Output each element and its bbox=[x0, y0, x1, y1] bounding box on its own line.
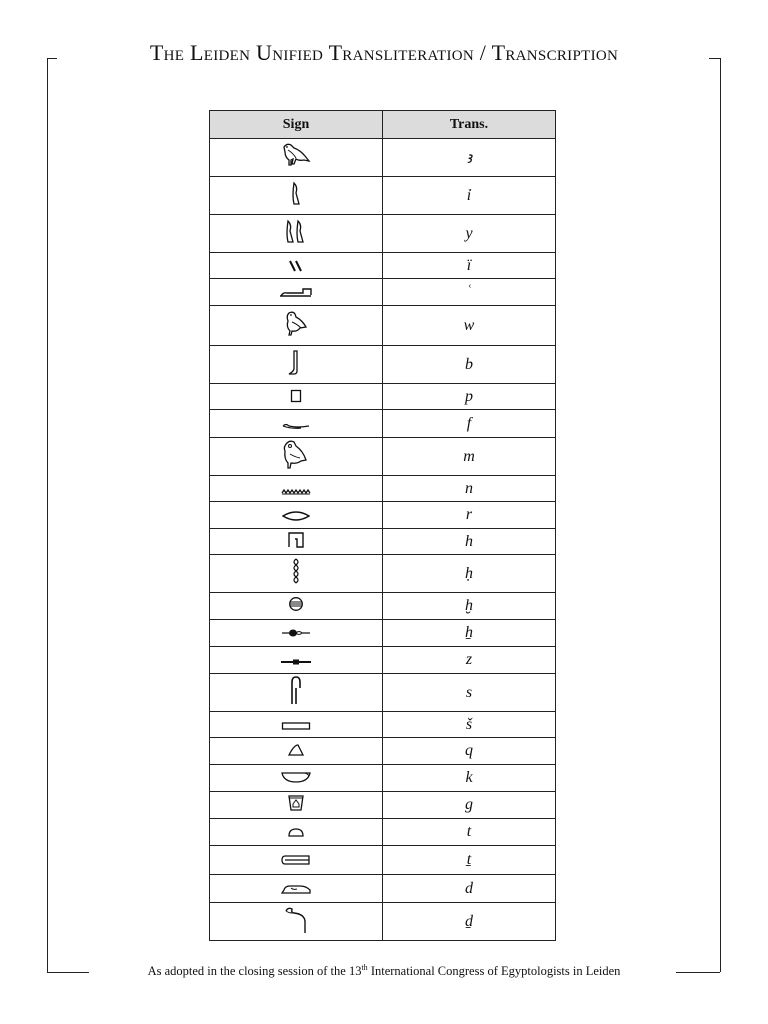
animal-belly-icon bbox=[281, 624, 311, 643]
transliteration-cell: y bbox=[383, 215, 556, 253]
water-ripple-icon bbox=[281, 480, 311, 499]
table-body bbox=[210, 139, 556, 941]
transliteration-cell: z bbox=[383, 647, 556, 674]
transliteration-cell: p bbox=[383, 384, 556, 410]
sign-cell bbox=[210, 306, 383, 346]
cobra-icon bbox=[283, 905, 309, 939]
page-title bbox=[0, 40, 768, 66]
transliteration-cell: ʿ bbox=[383, 279, 556, 306]
transliteration-table bbox=[209, 110, 556, 941]
transliteration-cell: ḥ bbox=[383, 555, 556, 593]
pool-icon bbox=[281, 716, 311, 735]
table-row bbox=[210, 875, 556, 903]
table-row bbox=[210, 819, 556, 846]
twisted-wick-icon bbox=[290, 558, 302, 590]
trans-column-header: Trans. bbox=[383, 111, 556, 139]
sign-cell bbox=[210, 529, 383, 555]
sign-cell bbox=[210, 502, 383, 529]
sign-cell bbox=[210, 792, 383, 819]
table-row bbox=[210, 215, 556, 253]
sign-cell bbox=[210, 215, 383, 253]
sign-cell bbox=[210, 765, 383, 792]
sign-cell bbox=[210, 279, 383, 306]
transliteration-cell: b bbox=[383, 346, 556, 384]
table-row bbox=[210, 476, 556, 502]
table-row bbox=[210, 177, 556, 215]
sign-cell bbox=[210, 846, 383, 875]
table-row bbox=[210, 346, 556, 384]
transliteration-cell: s bbox=[383, 674, 556, 712]
sign-column-header: Sign bbox=[210, 111, 383, 139]
sign-cell bbox=[210, 177, 383, 215]
hand-icon bbox=[281, 880, 311, 899]
transliteration-cell: f bbox=[383, 410, 556, 438]
sign-cell bbox=[210, 903, 383, 941]
hill-slope-icon bbox=[287, 742, 305, 761]
two-strokes-icon bbox=[288, 257, 304, 276]
table-row bbox=[210, 410, 556, 438]
quail-chick-icon bbox=[283, 310, 309, 342]
sign-cell bbox=[210, 875, 383, 903]
sign-cell bbox=[210, 593, 383, 620]
sign-cell bbox=[210, 819, 383, 846]
sign-cell bbox=[210, 647, 383, 674]
sign-cell bbox=[210, 555, 383, 593]
transliteration-cell: ï bbox=[383, 253, 556, 279]
sign-cell bbox=[210, 253, 383, 279]
horned-viper-icon bbox=[281, 415, 311, 434]
transliteration-cell: k bbox=[383, 765, 556, 792]
vulture-icon bbox=[280, 141, 312, 175]
footer-superscript: th bbox=[361, 963, 368, 972]
transliteration-cell: r bbox=[383, 502, 556, 529]
table-row bbox=[210, 903, 556, 941]
transliteration-cell: n bbox=[383, 476, 556, 502]
bread-loaf-icon bbox=[288, 823, 304, 842]
double-reed-icon bbox=[284, 219, 308, 249]
transliteration-cell: m bbox=[383, 438, 556, 476]
stool-icon bbox=[290, 388, 302, 407]
sign-cell bbox=[210, 476, 383, 502]
page-title-text: The Leiden Unified Transliteration / Transcription bbox=[142, 40, 626, 65]
sign-cell bbox=[210, 346, 383, 384]
table-header-row bbox=[210, 111, 556, 139]
basket-icon bbox=[281, 769, 311, 788]
table-row bbox=[210, 738, 556, 765]
door-bolt-icon bbox=[280, 651, 312, 670]
table-row bbox=[210, 253, 556, 279]
reed-leaf-icon bbox=[289, 181, 303, 211]
sign-cell bbox=[210, 620, 383, 647]
table-row bbox=[210, 502, 556, 529]
transliteration-cell: ḫ bbox=[383, 593, 556, 620]
sign-cell bbox=[210, 712, 383, 738]
table-row bbox=[210, 593, 556, 620]
table-row bbox=[210, 306, 556, 346]
table-row bbox=[210, 529, 556, 555]
owl-icon bbox=[282, 439, 310, 475]
footer-note bbox=[0, 963, 768, 979]
table-row bbox=[210, 765, 556, 792]
transliteration-cell: ẖ bbox=[383, 620, 556, 647]
transliteration-cell: g bbox=[383, 792, 556, 819]
placenta-icon bbox=[288, 596, 304, 616]
table-row bbox=[210, 846, 556, 875]
table-row bbox=[210, 712, 556, 738]
transliteration-cell: ḏ bbox=[383, 903, 556, 941]
table-row bbox=[210, 792, 556, 819]
transliteration-cell: ỉ bbox=[383, 177, 556, 215]
sign-cell bbox=[210, 438, 383, 476]
transliteration-cell: š bbox=[383, 712, 556, 738]
transliteration-cell: ṯ bbox=[383, 846, 556, 875]
tethering-rope-icon bbox=[281, 851, 311, 870]
footer-text: As adopted in the closing session of the 13 bbox=[147, 964, 362, 979]
forearm-icon bbox=[279, 283, 313, 302]
transliteration-cell: d bbox=[383, 875, 556, 903]
footer-text-end: International Congress of Egyptologists in Leiden bbox=[367, 964, 621, 979]
table-row bbox=[210, 620, 556, 647]
sign-cell bbox=[210, 674, 383, 712]
transliteration-cell: ꜣ bbox=[383, 139, 556, 177]
table-row bbox=[210, 438, 556, 476]
folded-cloth-icon bbox=[289, 676, 303, 710]
sign-cell bbox=[210, 410, 383, 438]
jar-stand-icon bbox=[287, 795, 305, 815]
foot-icon bbox=[287, 349, 305, 381]
sign-cell bbox=[210, 384, 383, 410]
table-row bbox=[210, 139, 556, 177]
table-row bbox=[210, 555, 556, 593]
transliteration-cell: h bbox=[383, 529, 556, 555]
sign-cell bbox=[210, 738, 383, 765]
sign-cell bbox=[210, 139, 383, 177]
transliteration-cell: q bbox=[383, 738, 556, 765]
transliteration-cell: w bbox=[383, 306, 556, 346]
table-row bbox=[210, 674, 556, 712]
table-row bbox=[210, 384, 556, 410]
reed-shelter-icon bbox=[287, 531, 305, 553]
table-row bbox=[210, 279, 556, 306]
transliteration-cell: t bbox=[383, 819, 556, 846]
mouth-icon bbox=[282, 506, 310, 525]
table-row bbox=[210, 647, 556, 674]
